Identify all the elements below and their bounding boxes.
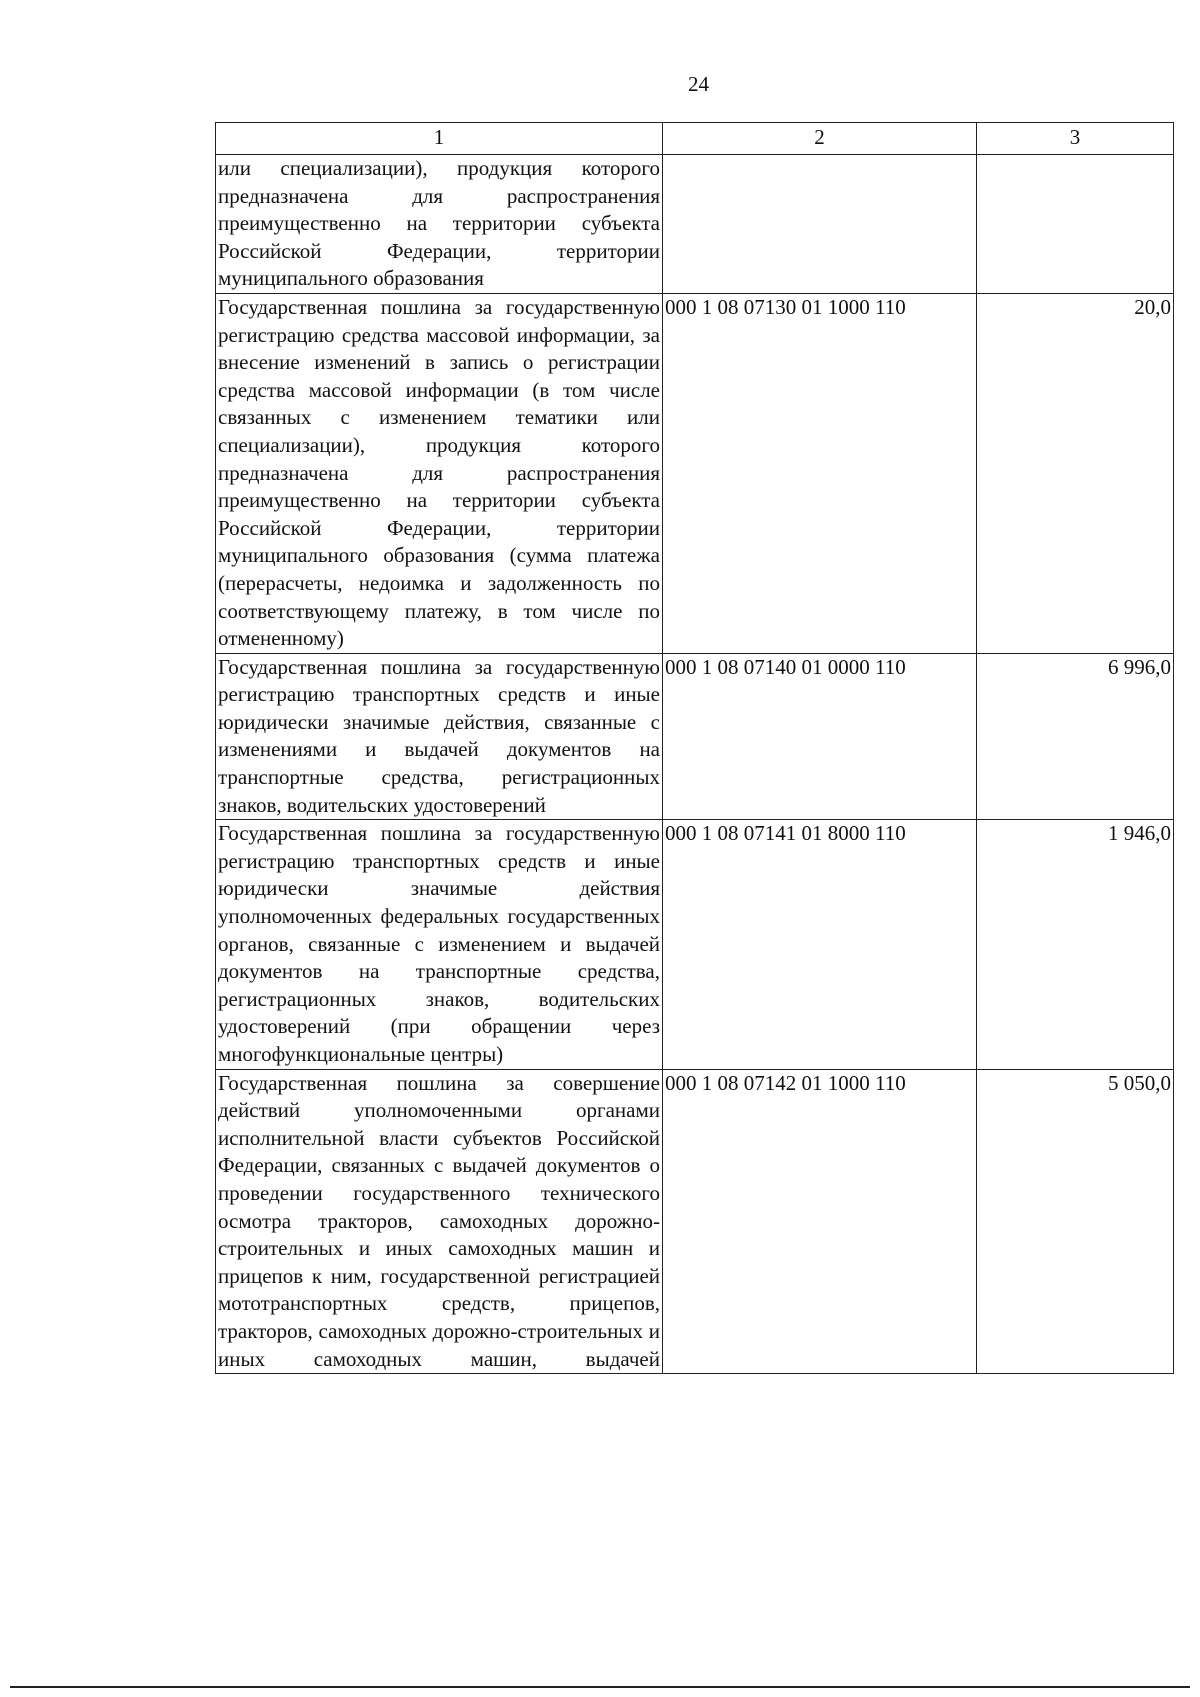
table-row [216, 653, 1174, 820]
table-row [216, 820, 1174, 1069]
table-row [216, 155, 1174, 294]
row-code: 000 1 08 07141 01 8000 110 [663, 820, 977, 1069]
row-code: 000 1 08 07140 01 0000 110 [663, 653, 977, 820]
column-header-2: 2 [663, 123, 977, 155]
row-amount: 5 050,0 [977, 1069, 1174, 1374]
row-code: 000 1 08 07130 01 1000 110 [663, 293, 977, 653]
table-header-row [216, 123, 1174, 155]
page-number: 24 [688, 72, 709, 96]
row-description: Государственная пошлина за государственную регистрацию транспортных средств и иные юридически значимые действия уполномоченных федеральных государственных органов, связанные с изменением и выдачей документов на транспортные средства, регистрационных знаков, водительских удостоверений (при обращении через многофункциональные центры) [216, 820, 663, 1069]
row-description: или специализации), продукция которого предназначена для распространения преимущественно на территории субъекта Российской Федерации, территории муниципального образования [216, 155, 663, 294]
column-header-1: 1 [216, 123, 663, 155]
row-code [663, 155, 977, 294]
row-amount: 6 996,0 [977, 653, 1174, 820]
row-description: Государственная пошлина за совершение действий уполномоченными органами исполнительной власти субъектов Российской Федерации, связанных с выдачей документов о проведении государственного технического осмотра тракторов, самоходных дорожно-строительных и иных самоходных машин и прицепов к ним, государственной регистрацией мототранспортных средств, прицепов, тракторов, самоходных дорожно-строительных и иных самоходных машин, выдачей [216, 1069, 663, 1374]
revenue-table [215, 122, 1174, 1374]
row-description: Государственная пошлина за государственную регистрацию транспортных средств и иные юридически значимые действия, связанные с изменениями и выдачей документов на транспортные средства, регистрационных знаков, водительских удостоверений [216, 653, 663, 820]
table-row [216, 293, 1174, 653]
row-amount: 20,0 [977, 293, 1174, 653]
column-header-3: 3 [977, 123, 1174, 155]
row-amount [977, 155, 1174, 294]
row-code: 000 1 08 07142 01 1000 110 [663, 1069, 977, 1374]
page-bottom-rule [10, 1686, 1190, 1688]
row-description: Государственная пошлина за государственную регистрацию средства массовой информации, за внесение изменений в запись о регистрации средства массовой информации (в том числе связанных с изменением тематики или специализации), продукция которого предназначена для распространения преимущественно на территории субъекта Российской Федерации, территории муниципального образования (сумма платежа (перерасчеты, недоимка и задолженность по соответствующему платежу, в том числе по отмененному) [216, 293, 663, 653]
table-row [216, 1069, 1174, 1374]
row-amount: 1 946,0 [977, 820, 1174, 1069]
